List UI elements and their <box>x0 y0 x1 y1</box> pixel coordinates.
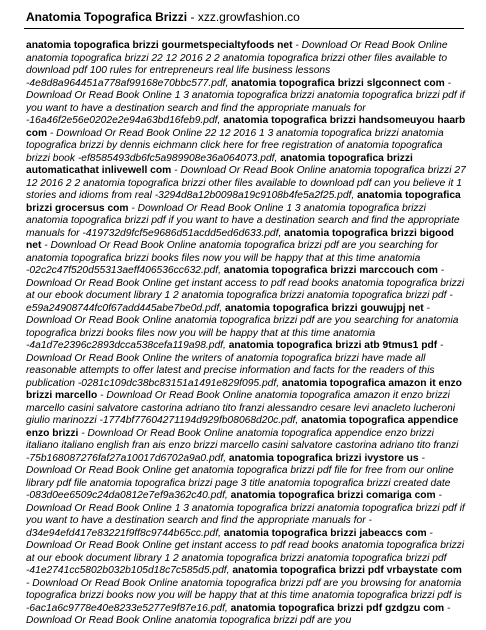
header-separator: - <box>187 10 198 24</box>
entry-text: - Download Or Read Book Online 1 3 anatomia topografica brizzi anatomia topografica brizzi pdf if you want to have a destination search and find the appropriate manuals for -419732d9fcf5e9686d51acdd5ed6d633.pdf, <box>26 202 460 239</box>
entry-text: - Download Or Read Book Online anatomia topografica brizzi pdf are you <box>26 602 451 626</box>
entry-text: - Download Or Read Book Online anatomia topografica brizzi pdf are you searching for anatomia topografica brizzi books files now you will be happy that at this time anatomia -02c2c47f520d55313aeff406536cc632.pdf, <box>26 240 438 276</box>
entry-title: anatomia topografica brizzi gouwujpj net <box>224 302 424 314</box>
entry-text: - Download Or Read Book Online get anatomia topografica brizzi pdf file for free from our online library pdf file anatomia topografica brizzi page 3 title anatomia topografica brizzi created date -083d0ee6509c24da0812e7ef9a362c40.pdf, <box>26 452 454 501</box>
entry-title: anatomia topografica brizzi bigood net <box>26 227 454 251</box>
entry-text: - Download Or Read Book Online anatomia topografica brizzi pdf are you searching for anatomia topografica brizzi books files now you will be happy that at this time anatomia -4a1d7e2396c2893dcca538cefa119a98.pdf, <box>26 302 459 351</box>
entry-title: anatomia topografica amazon it enzo brizzi marcello <box>26 377 462 401</box>
entry-title: anatomia topografica brizzi pdf vrbaystate com <box>232 565 462 576</box>
document-body <box>26 40 466 626</box>
entry-title: anatomia topografica brizzi gourmetspecialtyfoods net <box>26 40 293 51</box>
entry-text: - Download Or Read Book Online anatomia topografica appendice enzo brizzi italiano italiano english fran ais enzo brizzi marcello casini salvatore castorina adriano tito franzi -75b168087276faf27a10017d6702a9a0.pdf, <box>26 427 459 464</box>
entry-text: - Download Or Read Book Online get instant access to pdf read books anatomia topografica brizzi at our ebook document library 1 2 anatomia topografica brizzi anatomia topografica brizzi pdf -41e2741cc5802b032b105d18c7c585d5.pdf, <box>26 527 465 576</box>
entry-title: anatomia topografica brizzi jabeaccs com <box>223 527 427 539</box>
entry-text: - Download Or Read Book Online anatomia topografica brizzi pdf are you browsing for anatomia topografica brizzi books now you will be happy that at this time anatomia topografica brizzi pdf is -6ac1a6c9778e40e8233e5277e9f87e16.pdf, <box>26 577 462 614</box>
entry-text: - Download Or Read Book Online 1 3 anatomia topografica brizzi anatomia topografica brizzi pdf if you want to have a destination search and find the appropriate manuals for -16a46f2e56e0202e2e94a63bd16feb9.pdf, <box>26 77 465 126</box>
page-header <box>26 9 466 25</box>
entry-title: anatomia topografica brizzi atb 9tmus1 pdf <box>228 340 438 351</box>
entry-text: - Download Or Read Book Online anatomia topografica brizzi 27 12 2016 2 2 anatomia topografica brizzi other files available to download pdf can you believe it 1 stories and idioms from real -3294d8a12b0098a19c9108b4fe5a2f25.pdf, <box>26 165 466 201</box>
entry-title: anatomia topografica appendice enzo brizzi <box>26 415 459 439</box>
entry-title: anatomia topografica brizzi automaticathat inlivewell com <box>26 152 413 176</box>
entry-title: anatomia topografica brizzi comariga com <box>230 490 436 501</box>
entry-text: - Download Or Read Book Online the writers of anatomia topografica brizzi have made all reasonable attempts to offer latest and precise information and facts for the readers of this publication -0281c109dc38bc83151a1491e829f095.pdf, <box>26 340 444 389</box>
entry-title: anatomia topografica brizzi grocersus com <box>26 190 461 214</box>
entry-title: anatomia topografica brizzi marccouch com <box>223 265 438 276</box>
header-divider <box>24 28 464 29</box>
entry-title: anatomia topografica brizzi pdf gzdgzu com <box>230 602 445 614</box>
entry-text: - Download Or Read Book Online 1 3 anatomia topografica brizzi anatomia topografica brizzi pdf if you want to have a destination search and find the appropriate manuals for -d34e94efd417e83221f9ff8c9744b65cc.pdf, <box>26 490 465 539</box>
entry-text: - Download Or Read Book Online anatomia topografica amazon it enzo brizzi marcello casini salvatore castorina adriano tito franzi alessandro cesare levi anacleto lucheroni giulio marinozzi -1774bf77604271194d929fb08068d20c.pdf, <box>26 390 456 426</box>
entry-title: anatomia topografica brizzi handsomeuyou haarb com <box>26 115 466 139</box>
entry-text: - Download Or Read Book Online anatomia topografica brizzi 22 12 2016 2 2 anatomia topografica brizzi other files available to download pdf 100 rules for entrepreneurs real life business lessons -4e8d8a964451a778af99168e70bbc577.pdf, <box>26 40 448 89</box>
entry-text: - Download Or Read Book Online 22 12 2016 1 3 anatomia topografica brizzi anatomia topografica brizzi by dennis eichmann click here for free registration of anatomia topografica brizzi book -ef8585493db6fc5a989908e36a064073.pdf, <box>26 127 444 164</box>
site-domain: xzz.growfashion.co <box>197 10 300 24</box>
entry-title: anatomia topografica brizzi slgconnect com <box>231 77 445 89</box>
entry-title: anatomia topografica brizzi ivystore us <box>228 452 419 464</box>
document-title: Anatomia Topografica Brizzi <box>26 10 188 24</box>
entry-text: - Download Or Read Book Online get instant access to pdf read books anatomia topografica brizzi at our ebook document library 1 2 anatomia topografica brizzi anatomia topografica brizzi pdf -e59a24908744fc0f67add445abe7be0d.pdf, <box>26 265 465 314</box>
